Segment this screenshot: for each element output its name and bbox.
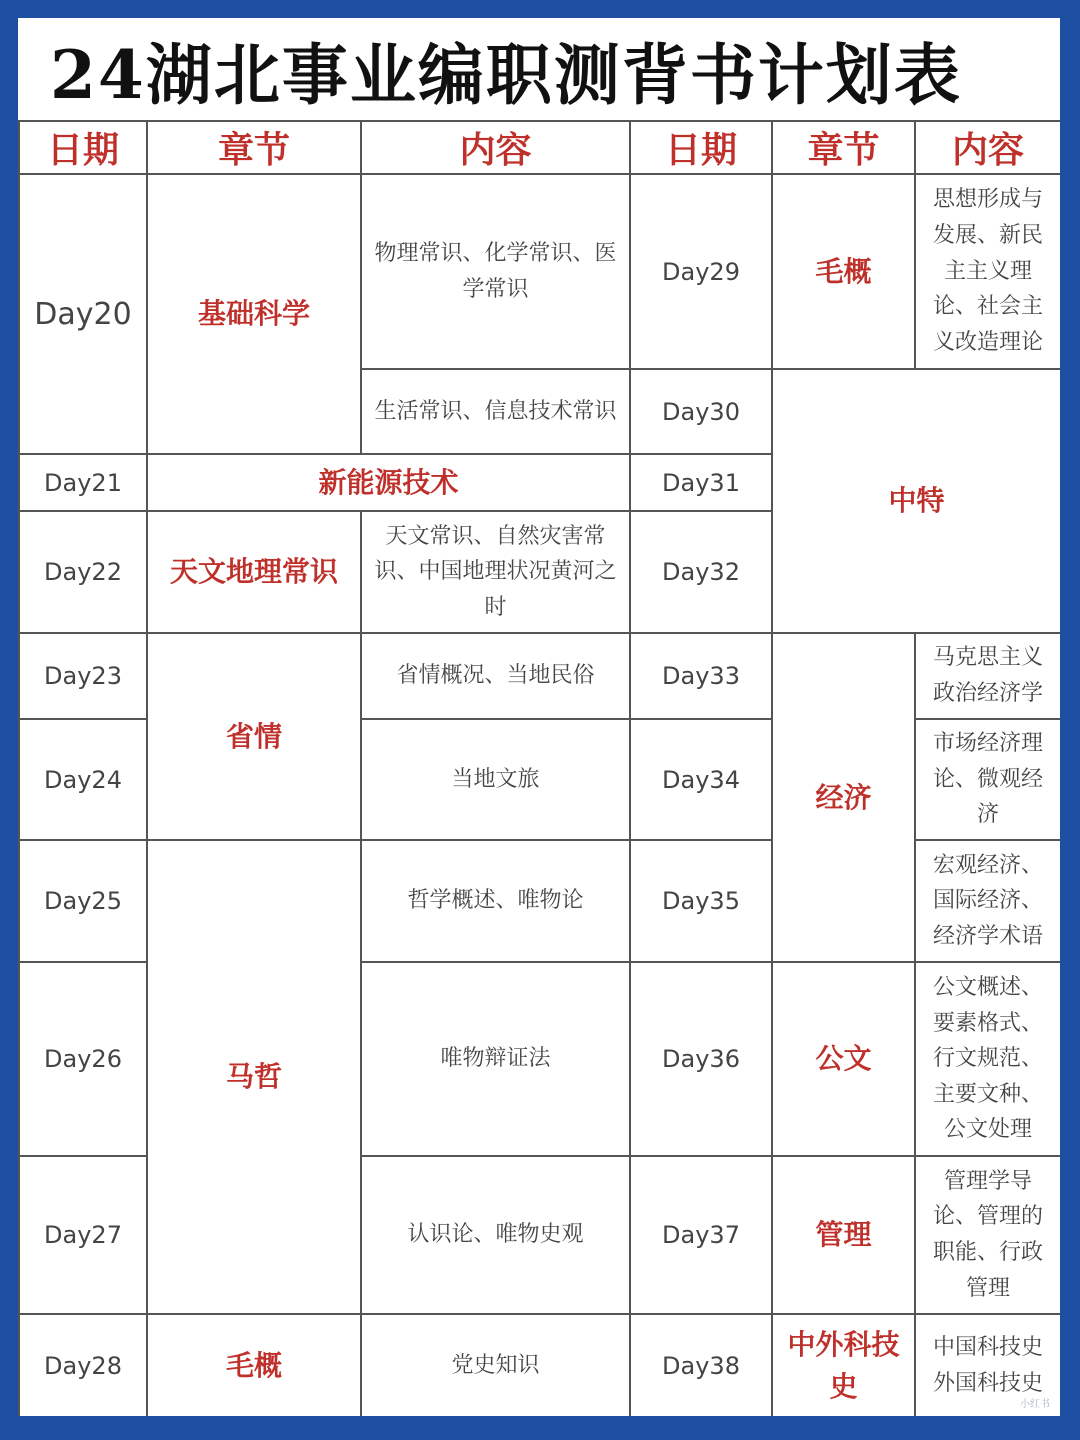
content-cell: 马克思主义政治经济学 <box>915 633 1060 719</box>
day-cell: Day24 <box>19 719 147 840</box>
day-cell: Day20 <box>19 174 147 454</box>
content-cell: 宏观经济、国际经济、经济学术语 <box>915 840 1060 962</box>
content-cell: 公文概述、要素格式、行文规范、主要文种、公文处理 <box>915 962 1060 1156</box>
content-cell: 市场经济理论、微观经济 <box>915 719 1060 840</box>
day-cell: Day21 <box>19 454 147 511</box>
chapter-cell: 毛概 <box>147 1314 361 1416</box>
page-title: 24湖北事业编职测背书计划表 <box>50 35 962 114</box>
chapter-cell: 毛概 <box>772 174 915 369</box>
header-date-right: 日期 <box>630 121 772 174</box>
day-cell: Day30 <box>630 369 772 454</box>
header-content-right: 内容 <box>915 121 1060 174</box>
content-cell: 当地文旅 <box>361 719 630 840</box>
chapter-cell: 天文地理常识 <box>147 511 361 633</box>
content-cell: 生活常识、信息技术常识 <box>361 369 630 454</box>
content-cell: 管理学导论、管理的职能、行政管理 <box>915 1156 1060 1314</box>
header-chapter-left: 章节 <box>147 121 361 174</box>
day-cell: Day23 <box>19 633 147 719</box>
content-cell: 物理常识、化学常识、医学常识 <box>361 174 630 369</box>
content-cell: 省情概况、当地民俗 <box>361 633 630 719</box>
header-chapter-right: 章节 <box>772 121 915 174</box>
content-cell: 唯物辩证法 <box>361 962 630 1156</box>
table-row <box>19 1314 1060 1416</box>
day-cell: Day37 <box>630 1156 772 1314</box>
content-cell: 哲学概述、唯物论 <box>361 840 630 962</box>
content-cell: 中国科技史外国科技史 <box>915 1314 1060 1416</box>
day-cell: Day28 <box>19 1314 147 1416</box>
day-cell: Day27 <box>19 1156 147 1314</box>
day-cell: Day32 <box>630 511 772 633</box>
table-row <box>19 633 1060 719</box>
day-cell: Day33 <box>630 633 772 719</box>
day-cell: Day38 <box>630 1314 772 1416</box>
day-cell: Day35 <box>630 840 772 962</box>
watermark: 小红书 <box>1020 1399 1050 1410</box>
day-cell: Day34 <box>630 719 772 840</box>
chapter-cell: 马哲 <box>147 840 361 1314</box>
header-row <box>19 121 1060 174</box>
content-cell: 认识论、唯物史观 <box>361 1156 630 1314</box>
day-cell: Day26 <box>19 962 147 1156</box>
day-cell: Day31 <box>630 454 772 511</box>
header-date-left: 日期 <box>19 121 147 174</box>
table-row <box>19 174 1060 369</box>
study-plan-table <box>18 120 1060 1416</box>
chapter-cell: 公文 <box>772 962 915 1156</box>
chapter-cell: 中特 <box>772 369 1060 633</box>
chapter-cell: 管理 <box>772 1156 915 1314</box>
content-cell: 思想形成与发展、新民主主义理论、社会主义改造理论 <box>915 174 1060 369</box>
chapter-cell: 中外科技史 <box>772 1314 915 1416</box>
day-cell: Day36 <box>630 962 772 1156</box>
chapter-cell: 基础科学 <box>147 174 361 454</box>
poster-frame <box>18 18 1060 1416</box>
content-cell: 天文常识、自然灾害常识、中国地理状况黄河之时 <box>361 511 630 633</box>
chapter-cell: 经济 <box>772 633 915 962</box>
day-cell: Day25 <box>19 840 147 962</box>
chapter-cell: 新能源技术 <box>147 454 630 511</box>
chapter-cell: 省情 <box>147 633 361 840</box>
day-cell: Day22 <box>19 511 147 633</box>
header-content-left: 内容 <box>361 121 630 174</box>
content-cell: 党史知识 <box>361 1314 630 1416</box>
day-cell: Day29 <box>630 174 772 369</box>
